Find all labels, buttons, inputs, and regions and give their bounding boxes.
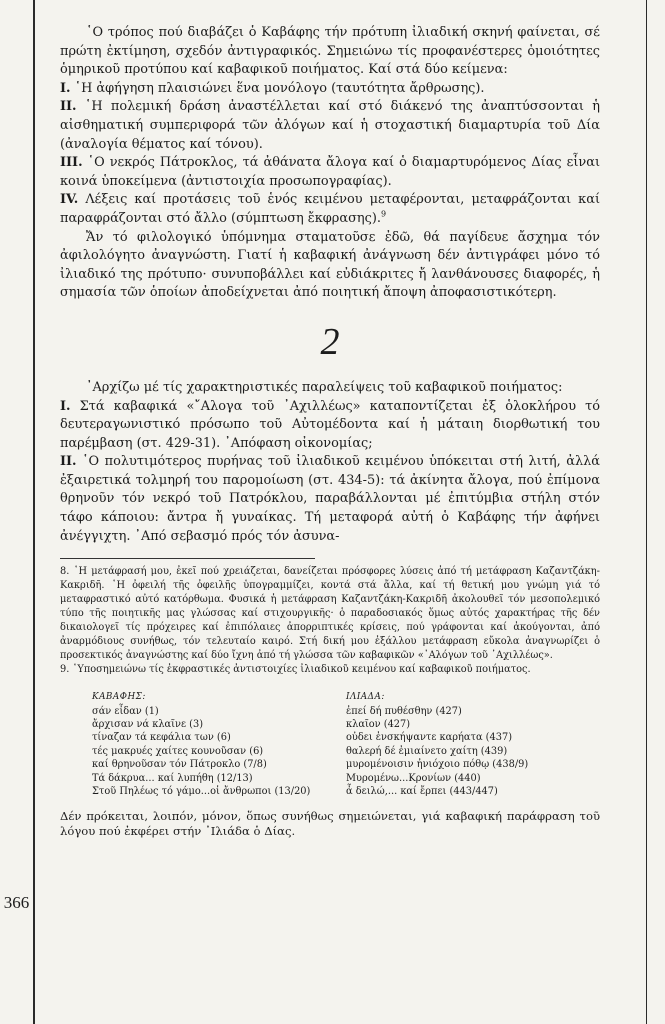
roman-numeral: III.	[60, 155, 83, 171]
footnote-number: 8.	[60, 566, 70, 578]
similarity-text: ῾Η πολεμική δράση ἀναστέλλεται καί στό διάκενό της ἀναπτύσσονται ἡ αἰσθηματική συμπεριφορά τῶν ἀλόγων καί ἡ στοχαστική διαμαρτυρία τοῦ Δία (ἀναλογία θέματος καί τόνου).	[60, 99, 600, 152]
iliad-line: κλαῖον (427)	[346, 719, 411, 731]
iliad-line: οὐδει ἐνσκήψαντε καρήατα (437)	[346, 732, 513, 744]
similarity-item	[60, 98, 600, 154]
footnotes	[60, 565, 600, 677]
omission-text: Στά καβαφικά «῎Αλογα τοῦ ᾿Αχιλλέως» καταποντίζεται ἐξ ὁλοκλήρου τό δευτεραγωνιστικό πρόσωπο τοῦ Αὐτομέδοντα καί ἡ μάταιη διορθωτική του παρέμβαση (στ. 429-31). ᾿Απόφαση οἰκονομίας;	[60, 398, 600, 451]
right-margin-rule	[646, 0, 648, 1024]
left-margin-rule	[33, 0, 35, 1024]
footnote-text: ῾Υποσημειώνω τίς ἐκφραστικές ἀντιστοιχίες ἰλιαδικοῦ κειμένου καί καβαφικοῦ ποιήματος.	[72, 664, 531, 676]
omission-item	[60, 453, 600, 546]
cavafy-line: σάν εἶδαν (1)	[92, 705, 159, 717]
cavafy-heading: ΚΑΒΑΦΗΣ:	[92, 692, 146, 703]
iliad-line: μυρομένοισιν ἠνιόχοιο πόθῳ (438/9)	[346, 759, 529, 771]
page-number: 366	[3, 893, 30, 912]
footnote-divider	[60, 558, 315, 559]
similarity-text: Λέξεις καί προτάσεις τοῦ ἑνός κειμένου μεταφέρονται, μεταφράζονται καί παραφράζονται στό ἄλλο (σύμπτωση ἔκφρασης).	[60, 192, 600, 226]
closing-paragraph: Ἄν τό φιλολογικό ὑπόμνημα σταματοῦσε ἐδῶ, θά παγίδευε ἄσχημα τόν ἀφιλολόγητο ἀναγνώστη. Γιατί ἡ καβαφική ἀνάγνωση δέν ἀντιγράφει μόνο τό ἰλιαδικό της πρότυπο· συνυποβάλλει καί εὐδιάκριτες ἤ λανθάνουσες διαφορές, ἡ σημασία τῶν ὁποίων ἀποδείχνεται ἀπό ποιητική ἄποψη ἀποφασιστικότερη.	[60, 229, 600, 301]
iliad-heading: ΙΛΙΑΔΑ:	[346, 692, 385, 703]
cavafy-column	[92, 691, 346, 798]
cavafy-line: Τά δάκρυα... καί λυπήθη (12/13)	[92, 772, 253, 784]
footnote-8	[60, 565, 600, 663]
intro-paragraph: ῾Ο τρόπος πού διαβάζει ὁ Καβάφης τήν πρότυπη ἰλιαδική σκηνή φαίνεται, σέ πρώτη ἐκτίμηση, σχεδόν ἀντιγραφικός. Σημειώνω τίς προφανέστερες ὁμοιότητες ὁμηρικοῦ προτύπου καί καβαφικοῦ ποιήματος. Καί στά δύο κείμενα:	[60, 25, 600, 78]
cavafy-line: τές μακρυές χαίτες κουνοῦσαν (6)	[92, 745, 264, 757]
footnote-9	[60, 663, 600, 677]
correspondence-table	[92, 691, 600, 798]
roman-numeral: II.	[60, 454, 77, 470]
iliad-line: ἆ δειλώ,... καί ἔρπει (443/447)	[346, 786, 498, 798]
roman-numeral: I.	[60, 398, 71, 414]
similarity-item	[60, 154, 600, 191]
iliad-line: θαλερή δέ ἐμιαίνετο χαίτη (439)	[346, 745, 508, 757]
footnote-text: ῾Η μετάφρασή μου, ἐκεῖ πού χρειάζεται, δανείζεται πρόσφορες λύσεις ἀπό τή μετάφραση Καζαντζάκη-Κακριδῆ. ῾Η ὀφειλή τῆς ὀφειλῆς ὑπογραμμίζει, κοντά στά ἄλλα, καί τή θετική μου γνώμη γιά τό μεταφραστικό αὐτό κατόρθωμα. Φυσικά ἡ μετάφραση Καζαντζάκη-Κακριδῆ ἀκολουθεῖ τόν μεσοπολεμικό τύπο τῆς ποιητικῆς μας γλώσσας καί στιχουργικῆς· ὁ παραδοσιακός ὅμως αὐτός χαρακτήρας τῆς δέν δικαιολογεῖ τίς πρόχειρες καί ἐπιπόλαιες ἀπορριπτικές κρίσεις, πού γράφονται καί ἀκούγονται, ἀπό ἀναρμόδιους συνήθως, τόν τελευταίο καιρό. Στή δική μου ἐξάλλου μετάφραση εὔκολα ἀναγνωρίζει ὁ προσεκτικός ἀναγνώστης καί δύο ἴχνη ἀπό τή γλώσσα τῶν καβαφικῶν «᾿Αλόγων τοῦ ᾿Αχιλλέως».	[60, 566, 600, 662]
cavafy-line: ἄρχισαν νά κλαῖνε (3)	[92, 719, 204, 731]
roman-numeral: I.	[60, 80, 71, 96]
omission-item	[60, 398, 600, 454]
section-intro: ᾿Αρχίζω μέ τίς χαρακτηριστικές παραλείψεις τοῦ καβαφικοῦ ποιήματος:	[86, 379, 563, 395]
cavafy-line: καί θρηνοῦσαν τόν Πάτροκλο (7/8)	[92, 759, 267, 771]
omission-text: ῾Ο πολυτιμότερος πυρήνας τοῦ ἰλιαδικοῦ κειμένου ὑπόκειται στή λιτή, ἀλλά ἐξαιρετικά τολμηρή του παρομοίωση (στ. 434-5): τά ἀκίνητα ἄλογα, πού ἐπίμονα θρηνοῦν τόν νεκρό τοῦ Πατρόκλου, παραβάλλονται μέ ἐπιτύμβια στήλη στόν τάφο κάποιου: ἄντρα ἤ γυναίκας. Τή μεταφορά αὐτή ὁ Καβάφης τήν ἀφήνει ἀνέγγιχτη. ᾿Από σεβασμό πρός τόν ἀσυνα-	[60, 454, 601, 544]
similarity-text: ῾Η ἀφήγηση πλαισιώνει ἕνα μονόλογο (ταυτότητα ἄρθρωσης).	[74, 80, 485, 96]
main-text-column	[60, 24, 600, 840]
footnote-marker: 9	[380, 209, 387, 219]
iliad-line: Μυρομένω...Κρονίων (440)	[346, 772, 481, 784]
similarity-text: ῾Ο νεκρός Πάτροκλος, τά ἀθάνατα ἄλογα καί ὁ διαμαρτυρόμενος Δίας εἶναι κοινά ὑποκείμενα (ἀντιστοιχία προσωπογραφίας).	[60, 155, 600, 189]
closing-note: Δέν πρόκειται, λοιπόν, μόνον, ὅπως συνήθως σημειώνεται, γιά καβαφική παράφραση τοῦ λόγου πού ἐκφέρει στήν ᾿Ιλιάδα ὁ Δίας.	[60, 808, 600, 839]
iliad-column	[346, 691, 600, 798]
roman-numeral: II.	[60, 99, 77, 115]
similarity-item	[60, 80, 600, 99]
roman-numeral: IV.	[60, 192, 79, 208]
section-number: 2	[320, 320, 340, 363]
footnote-number: 9.	[60, 664, 70, 676]
iliad-line: ἐπεί δή πυθέσθην (427)	[346, 705, 462, 717]
cavafy-line: τίναζαν τά κεφάλια των (6)	[92, 732, 231, 744]
similarity-item	[60, 191, 600, 228]
cavafy-line: Στοῦ Πηλέως τό γάμο...οἱ ἄνθρωποι (13/20)	[92, 786, 311, 798]
